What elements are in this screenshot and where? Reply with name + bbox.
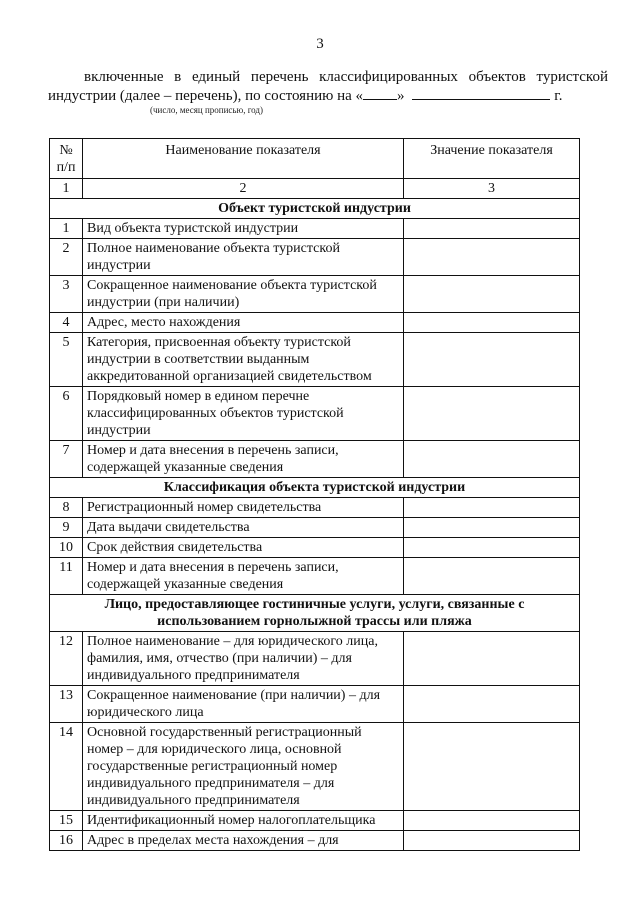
indicator-value-cell[interactable] bbox=[404, 313, 580, 333]
intro-line-2-start: индустрии (далее – перечень), по состоянию на « bbox=[48, 88, 364, 104]
row-number: 11 bbox=[50, 558, 83, 595]
indicator-name: Адрес, место нахождения bbox=[83, 313, 404, 333]
indicator-name: Идентификационный номер налогоплательщика bbox=[83, 811, 404, 831]
indicator-value-cell[interactable] bbox=[404, 441, 580, 478]
row-number: 8 bbox=[50, 498, 83, 518]
indicator-value-cell[interactable] bbox=[404, 518, 580, 538]
header-num: № п/п bbox=[50, 139, 83, 179]
section-header-row bbox=[50, 595, 580, 632]
indicator-value-cell[interactable] bbox=[404, 219, 580, 239]
indicator-value-cell[interactable] bbox=[404, 686, 580, 723]
table-row bbox=[50, 558, 580, 595]
row-number: 12 bbox=[50, 632, 83, 686]
section-title: Классификация объекта туристской индустрии bbox=[50, 478, 580, 498]
indicator-value-cell[interactable] bbox=[404, 558, 580, 595]
row-number: 4 bbox=[50, 313, 83, 333]
table-row bbox=[50, 518, 580, 538]
intro-line-2 bbox=[48, 87, 608, 106]
header-name: Наименование показателя bbox=[83, 139, 404, 179]
index-cell-3: 3 bbox=[404, 179, 580, 199]
table-header-row bbox=[50, 139, 580, 179]
table-row bbox=[50, 313, 580, 333]
intro-paragraph bbox=[48, 68, 608, 106]
date-hint: (число, месяц прописью, год) bbox=[150, 105, 263, 115]
index-cell-2: 2 bbox=[83, 179, 404, 199]
indicator-value-cell[interactable] bbox=[404, 498, 580, 518]
row-number: 14 bbox=[50, 723, 83, 811]
indicator-name: Регистрационный номер свидетельства bbox=[83, 498, 404, 518]
indicator-value-cell[interactable] bbox=[404, 632, 580, 686]
day-blank bbox=[363, 87, 397, 100]
indicator-value-cell[interactable] bbox=[404, 811, 580, 831]
indicators-table bbox=[49, 138, 580, 851]
indicator-value-cell[interactable] bbox=[404, 239, 580, 276]
page-number: 3 bbox=[316, 36, 324, 52]
table-row bbox=[50, 333, 580, 387]
row-number: 7 bbox=[50, 441, 83, 478]
row-number: 6 bbox=[50, 387, 83, 441]
indicator-value-cell[interactable] bbox=[404, 333, 580, 387]
table-row bbox=[50, 276, 580, 313]
row-number: 9 bbox=[50, 518, 83, 538]
indicator-name: Вид объекта туристской индустрии bbox=[83, 219, 404, 239]
indicator-value-cell[interactable] bbox=[404, 538, 580, 558]
indicator-value-cell[interactable] bbox=[404, 387, 580, 441]
intro-line-2-end: г. bbox=[554, 88, 563, 104]
table-row bbox=[50, 632, 580, 686]
table-index-row bbox=[50, 179, 580, 199]
row-number: 5 bbox=[50, 333, 83, 387]
indicator-name: Основной государственный регистрационный номер – для юридического лица, основной государственные регистрационный номер индивидуального предпринимателя – для индивидуального предпринимателя bbox=[83, 723, 404, 811]
row-number: 13 bbox=[50, 686, 83, 723]
indicator-value-cell[interactable] bbox=[404, 831, 580, 851]
row-number: 3 bbox=[50, 276, 83, 313]
section-header-row bbox=[50, 478, 580, 498]
indicator-value-cell[interactable] bbox=[404, 276, 580, 313]
table-row bbox=[50, 239, 580, 276]
header-value: Значение показателя bbox=[404, 139, 580, 179]
table-row bbox=[50, 723, 580, 811]
indicator-name: Срок действия свидетельства bbox=[83, 538, 404, 558]
indicator-name: Сокращенное наименование (при наличии) – для юридического лица bbox=[83, 686, 404, 723]
table-row bbox=[50, 686, 580, 723]
table-row bbox=[50, 498, 580, 518]
table-row bbox=[50, 538, 580, 558]
indicator-value-cell[interactable] bbox=[404, 723, 580, 811]
table-row bbox=[50, 811, 580, 831]
indicator-name: Адрес в пределах места нахождения – для bbox=[83, 831, 404, 851]
row-number: 15 bbox=[50, 811, 83, 831]
indicator-name: Сокращенное наименование объекта туристской индустрии (при наличии) bbox=[83, 276, 404, 313]
section-header-row bbox=[50, 199, 580, 219]
section-title: Лицо, предоставляющее гостиничные услуги, услуги, связанные с использованием горнолыжной трассы или пляжа bbox=[50, 595, 580, 632]
row-number: 2 bbox=[50, 239, 83, 276]
indicator-name: Порядковый номер в едином перечне классифицированных объектов туристской индустрии bbox=[83, 387, 404, 441]
row-number: 10 bbox=[50, 538, 83, 558]
section-title: Объект туристской индустрии bbox=[50, 199, 580, 219]
table-row bbox=[50, 441, 580, 478]
indicator-name: Категория, присвоенная объекту туристской индустрии в соответствии выданным аккредитованной организацией свидетельством bbox=[83, 333, 404, 387]
indicator-name: Номер и дата внесения в перечень записи, содержащей указанные сведения bbox=[83, 558, 404, 595]
table-row bbox=[50, 831, 580, 851]
intro-line-1: включенные в единый перечень классифицированных объектов туристской bbox=[84, 69, 608, 85]
row-number: 16 bbox=[50, 831, 83, 851]
month-year-blank bbox=[412, 87, 550, 100]
table-row bbox=[50, 219, 580, 239]
table-row bbox=[50, 387, 580, 441]
indicator-name: Полное наименование объекта туристской индустрии bbox=[83, 239, 404, 276]
index-cell-1: 1 bbox=[50, 179, 83, 199]
indicator-name: Полное наименование – для юридического лица, фамилия, имя, отчество (при наличии) – для индивидуального предпринимателя bbox=[83, 632, 404, 686]
indicator-name: Номер и дата внесения в перечень записи, содержащей указанные сведения bbox=[83, 441, 404, 478]
row-number: 1 bbox=[50, 219, 83, 239]
intro-line-2-mid: » bbox=[397, 88, 405, 104]
indicator-name: Дата выдачи свидетельства bbox=[83, 518, 404, 538]
